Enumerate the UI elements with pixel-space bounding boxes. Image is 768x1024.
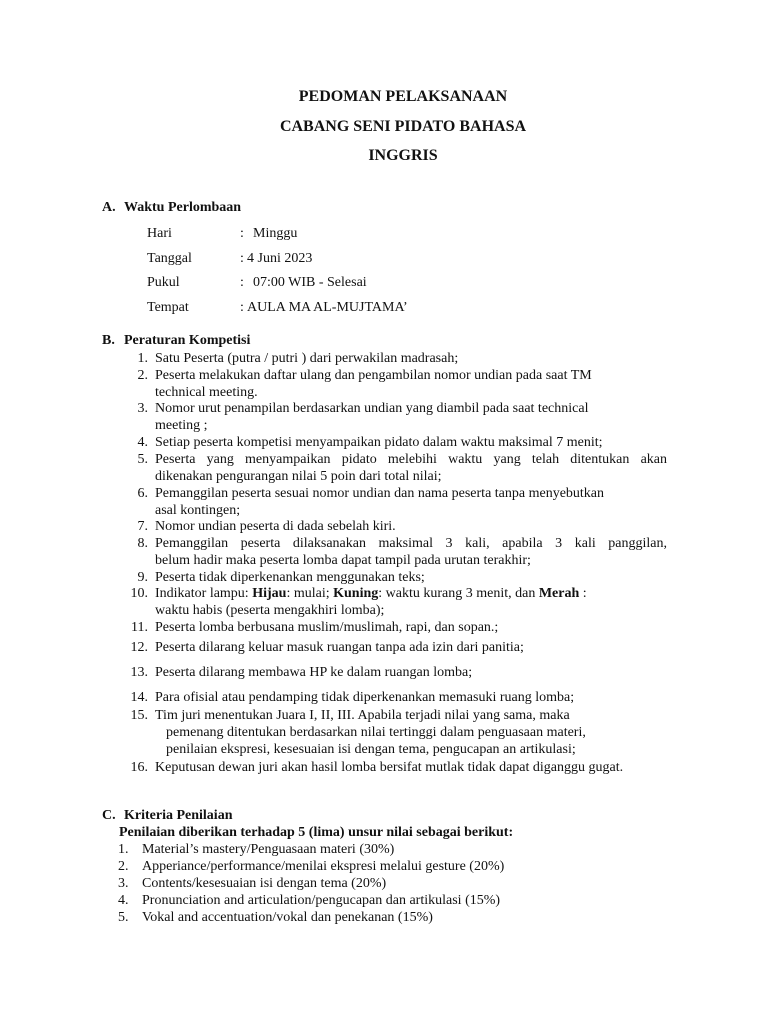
rule-text-segment: : mulai;: [286, 586, 334, 601]
rule-text: Peserta lomba berbusana muslim/muslimah, rapi, dan sopan.;: [155, 620, 499, 635]
rule-text: asal kontingen;: [155, 503, 241, 518]
rule-text: Peserta melakukan daftar ulang dan pengambilan nomor undian pada saat TM: [155, 368, 592, 383]
info-value: Minggu: [253, 226, 298, 241]
rule-number: 9.: [137, 570, 148, 585]
criteria-number: 1.: [118, 842, 129, 857]
rule-text-mixed: [155, 585, 587, 602]
rule-text: Peserta dilarang keluar masuk ruangan tanpa ada izin dari panitia;: [155, 640, 524, 655]
rule-number: 13.: [130, 665, 148, 680]
criteria-text: Pronunciation and articulation/pengucapan dan artikulasi (15%): [142, 893, 501, 908]
rule-text-segment: Indikator lampu:: [155, 586, 253, 601]
section-c-intro: Penilaian diberikan terhadap 5 (lima) unsur nilai sebagai berikut:: [119, 825, 514, 840]
section-c-heading: [102, 808, 232, 824]
rule-text-bold-merah: Merah: [538, 586, 580, 601]
criteria-number: 3.: [118, 876, 129, 891]
info-row-tanggal: [0, 251, 768, 269]
criteria-text: Material’s mastery/Penguasaan materi (30%): [142, 842, 395, 857]
rule-number: 11.: [131, 620, 148, 635]
rule-text-bold-kuning: Kuning: [333, 586, 379, 601]
section-b-title: Peraturan Kompetisi: [124, 333, 251, 348]
rule-number: 14.: [130, 690, 148, 705]
rule-text: Satu Peserta (putra / putri ) dari perwakilan madrasah;: [155, 351, 459, 366]
rule-text: Pemanggilan peserta sesuai nomor undian dan nama peserta tanpa menyebutkan: [155, 486, 605, 501]
info-label: Tempat: [147, 300, 189, 315]
section-a-heading: [102, 200, 241, 216]
info-row-tempat: [0, 300, 768, 318]
info-separator: :: [240, 251, 244, 266]
rule-text: technical meeting.: [155, 385, 258, 400]
info-value: 07:00 WIB - Selesai: [253, 275, 367, 290]
rule-number: 6.: [137, 486, 148, 501]
rule-text-segment: :: [579, 586, 587, 601]
rule-number: 5.: [137, 452, 148, 467]
info-label: Tanggal: [147, 251, 192, 266]
document-title-line-2: CABANG SENI PIDATO BAHASA: [279, 118, 527, 135]
document-title-line-3: INGGRIS: [368, 147, 438, 164]
rule-text: Pemanggilan peserta dilaksanakan maksimal 3 kali, apabila 3 kali panggilan,: [155, 536, 667, 551]
criteria-text: Apperiance/performance/menilai ekspresi melalui gesture (20%): [142, 859, 505, 874]
rule-number: 3.: [137, 401, 148, 416]
section-c-letter: C.: [102, 808, 116, 823]
rule-text: Nomor urut penampilan berdasarkan undian yang diambil pada saat technical: [155, 401, 589, 416]
info-separator: :: [240, 275, 244, 290]
info-value: 4 Juni 2023: [247, 251, 313, 266]
rule-text: Peserta dilarang membawa HP ke dalam ruangan lomba;: [155, 665, 473, 680]
section-b-letter: B.: [102, 333, 115, 348]
rule-text: pemenang ditentukan berdasarkan nilai tertinggi dalam penguasaan materi,: [166, 725, 586, 740]
rule-text: Nomor undian peserta di dada sebelah kiri.: [155, 519, 396, 534]
info-value: AULA MA AL-MUJTAMA’: [247, 300, 408, 315]
rule-text: Tim juri menentukan Juara I, II, III. Apabila terjadi nilai yang sama, maka: [155, 708, 570, 723]
rule-text: waktu habis (peserta mengakhiri lomba);: [155, 603, 385, 618]
rule-text-bold-hijau: Hijau: [252, 586, 287, 601]
info-separator: :: [240, 300, 244, 315]
info-label: Hari: [147, 226, 172, 241]
rule-text: penilaian ekspresi, kesesuaian isi dengan tema, pengucapan an artikulasi;: [166, 742, 576, 757]
rule-text: Peserta yang menyampaikan pidato melebihi waktu yang telah ditentukan akan: [155, 452, 667, 467]
rule-number: 2.: [137, 368, 148, 383]
criteria-number: 2.: [118, 859, 129, 874]
section-c-title: Kriteria Penilaian: [124, 808, 233, 823]
rule-text: belum hadir maka peserta lomba dapat tampil pada urutan terakhir;: [155, 553, 531, 568]
info-label: Pukul: [147, 275, 180, 290]
section-a-title: Waktu Perlombaan: [124, 200, 242, 215]
rule-text: dikenakan pengurangan nilai 5 poin dari total nilai;: [155, 469, 442, 484]
section-b-heading: [102, 333, 250, 349]
rule-number: 15.: [130, 708, 148, 723]
criteria-text: Vokal and accentuation/vokal dan penekanan (15%): [142, 910, 433, 925]
section-a-letter: A.: [102, 200, 116, 215]
rule-text: Peserta tidak diperkenankan menggunakan teks;: [155, 570, 425, 585]
rule-number: 16.: [130, 760, 148, 775]
rule-number: 10.: [130, 586, 148, 601]
rule-number: 4.: [137, 435, 148, 450]
rule-text: Setiap peserta kompetisi menyampaikan pidato dalam waktu maksimal 7 menit;: [155, 435, 603, 450]
rule-number: 12.: [130, 640, 148, 655]
info-row-pukul: [0, 275, 768, 293]
info-row-hari: [0, 226, 768, 244]
rule-number: 1.: [137, 351, 148, 366]
document-title-line-1: PEDOMAN PELAKSANAAN: [298, 88, 508, 105]
rule-text-segment: : waktu kurang 3 menit, dan: [378, 586, 539, 601]
rule-text: meeting ;: [155, 418, 208, 433]
rule-text: Para ofisial atau pendamping tidak diperkenankan memasuki ruang lomba;: [155, 690, 575, 705]
rule-number: 8.: [137, 536, 148, 551]
rule-number: 7.: [137, 519, 148, 534]
rule-text: Keputusan dewan juri akan hasil lomba bersifat mutlak tidak dapat diganggu gugat.: [155, 760, 624, 775]
criteria-number: 4.: [118, 893, 129, 908]
criteria-text: Contents/kesesuaian isi dengan tema (20%): [142, 876, 387, 891]
info-separator: :: [240, 226, 244, 241]
criteria-number: 5.: [118, 910, 129, 925]
